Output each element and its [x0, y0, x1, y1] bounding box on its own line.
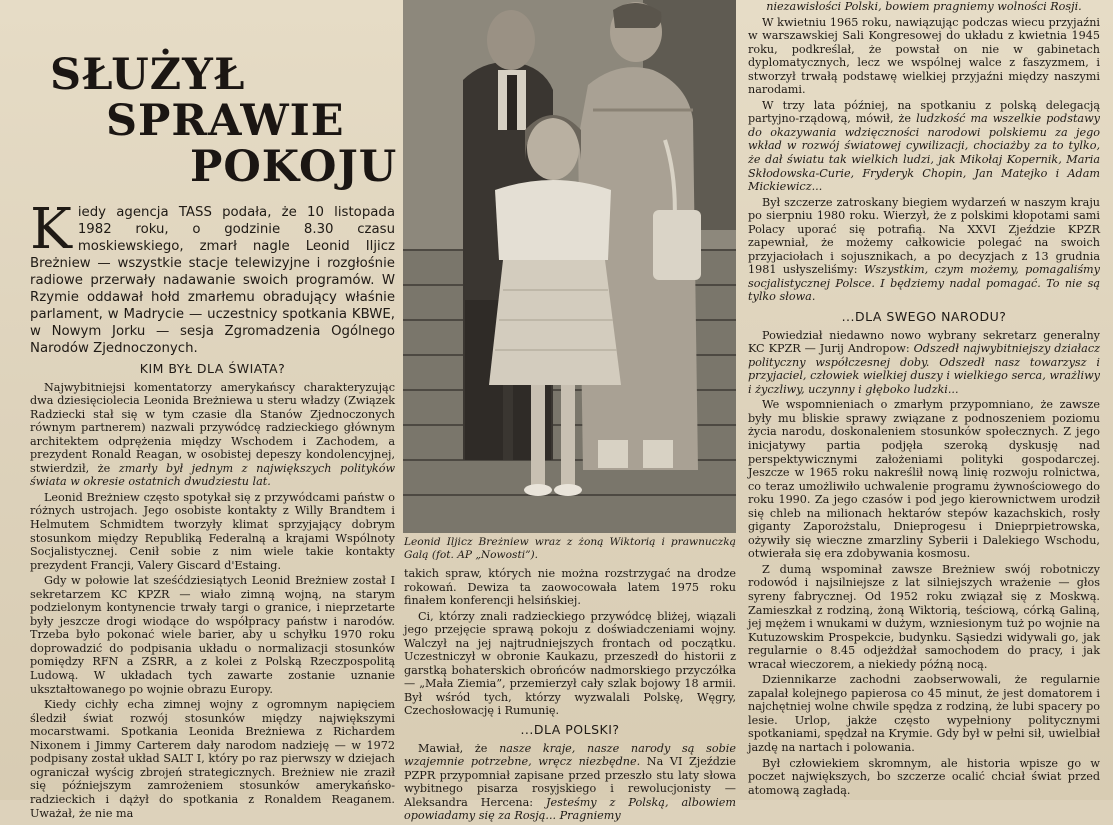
col3-paragraph-1: W kwietniu 1965 roku, nawiązując podczas wiecu przyjaźni w warszawskiej Sali Kongresowej do układu z kwietnia 1945 roku, podkreślał, że powstał on nie w gabinetach dyplomatycznych, lecz we wspólnej walce z faszyzmem, i stworzył trwałą podstawę wielkiej przyjaźni między naszymi narodami. — [748, 15, 1100, 97]
col3-p3-quote: Wszystkim, czym możemy, pomagaliśmy socjalistycznej Polsce. I będziemy nadal pomagać. To nie są tylko słowa. — [748, 263, 1100, 304]
col2-p3-quote-1: nasze kraje, nasze narody są sobie wzajemnie potrzebne, wręcz niezbędne. — [404, 741, 736, 769]
col3-paragraph-8: Był człowiekiem skromnym, ale historia wpisze go w poczet największych, bo szczerze ocalić chciał świat przed atomową zagładą. — [748, 756, 1100, 797]
drop-cap: K — [30, 197, 72, 262]
column-3 — [748, 0, 1100, 799]
col1-paragraph-4: Kiedy cichły echa zimnej wojny z ogromnym napięciem śledził świat rozwój stosunków między największymi mocarstwami. Spotkania Leonida Breżniewa z Richardem Nixonem i Jimmy Carterem dały narodom nadzieję — w 1972 podpisany został układ SALT I, który po raz pierwszy w dziejach ograniczał wyścig zbrojeń strategicznych. Breżniew nie zraził się późniejszym zamrożeniem stosunków amerykańsko-radzieckich i dążył do spotkania z Ronaldem Reaganem. Uważał, że nie ma — [30, 698, 395, 820]
col1-paragraph-3: Gdy w połowie lat sześćdziesiątych Leonid Breżniew został I sekretarzem KC KPZR — wiało zimną wojną, na starym podzielonym kontynencie trwały targi o granice, i nieprzetarte były jeszcze drogi wiodące do współpracy państw i narodów. Trzeba było pokonać wiele barier, aby u schyłku 1970 roku doprowadzić do podpisania układu o normalizacji stosunków pomiędzy RFN a ZSRR, a z kolei z Polską Rzeczpospolitą Ludową. W układach tych zawarte zostanie uznanie ukształtowanego po wojnie obrazu Europy. — [30, 574, 395, 696]
col2-paragraph-1: takich spraw, których nie można rozstrzygać na drodze rokowań. Dewiza ta zaowocowała latem 1975 roku finałem konferencji helsińskiej. — [404, 567, 736, 608]
section-heading-poland: ...DLA POLSKI? — [520, 722, 620, 738]
col3-p4-quote: Odszedł najwybitniejszy działacz polityczny współczesnej doby. Odszedł nasz towarzysz i przyjaciel, człowiek wielkiej duszy i wielkiego serca, wrażliwy i życzliwy, uczynny i głęboko ludzki... — [748, 342, 1101, 396]
col3-paragraph-4 — [748, 329, 1100, 397]
col1-paragraph-2: Leonid Breżniew często spotykał się z przywódcami państw o różnych ustrojach. Jego osobiste kontakty z Willy Brandtem i Helmutem Schmidtem tworzyły klimat sprzyjający dobrym stosunkom między Republiką Federalną a krajami Wspólnoty Socjalistycznej. Cenił sobie z nim wiele takie kontakty prezydent Francji, Valery Giscard d'Estaing. — [30, 490, 395, 572]
col3-p2-text: W trzy lata później, na spotkaniu z polską delegacją partyjno-rządową, mówił, że — [748, 98, 1100, 126]
col3-p2-quote: ludzkość ma wszelkie podstawy do okazywania wdzięczności narodowi polskiemu za jego wkład w rozwój światowej cywilizacji, chociażby za to tylko, że dał światu tak wielkich ludzi, jak Mikołaj Kopernik, Maria Skłodowska-Curie, Fryderyk Chopin, Jan Matejko i Adam Mickiewicz... — [748, 112, 1101, 194]
col3-paragraph-6: Z dumą wspominał zawsze Breżniew swój robotniczy rodowód i najsilniejsze z lat silniejszych wrażenie — głos syreny fabrycznej. Od 1952 roku związał się z Moskwą. Zamieszkał z rodziną, żoną Wiktorią, teściową, córką Galiną, jej mężem i wnukami w dużym, wzniesionym tuż po wojnie na Kutuzowskim Prospekcie, budynku. Sąsiedzi widywali go, jak regularnie o 8.45 odjeżdżał samochodem do pracy, i jak wracał wieczorem, a niekiedy późną nocą. — [748, 562, 1100, 671]
col3-paragraph-3 — [748, 196, 1100, 304]
col3-top-quote — [748, 0, 1100, 14]
col3-paragraph-2 — [748, 99, 1100, 194]
lead-paragraph — [30, 197, 395, 357]
col2-p3-quote-2: Jesteśmy z Polską, albowiem opowiadamy się za Rosją... Pragniemy — [404, 795, 736, 823]
col3-p4-text: Powiedział niedawno nowo wybrany sekretarz generalny KC KPZR — Jurij Andropow: — [748, 328, 1100, 356]
photo-caption: Leonid Iljicz Breżniew wraz z żoną Wiktorią i prawnuczką Galą (fot. AP „Nowosti”). — [404, 536, 736, 561]
col3-paragraph-5: We wspomnieniach o zmarłym przypomniano, że zawsze były mu bliskie sprawy związane z podnoszeniem poziomu życia narodu, doskonaleniem stosunków społecznych. Z jego inicjatywy partia podjęła szeroką dyskusję nad perspektywicznymi założeniami polityki gospodarczej. Jeszcze w 1965 roku nakreślił nową linię rozwoju rolnictwa, co teraz umożliwiło uchwalenie programu żywnościowego do roku 1990. Za jego czasów i pod jego kierownictwem urodził się chleb na milionach hektarów stepów kazachskich, rosły giganty Zaporożstalu, Dnieprogesu i Dnieprpietrowska, ożywiły się wieczne zmarzliny Syberii i Dalekiego Wschodu, otwierała się era zdobywania kosmosu. — [748, 398, 1100, 561]
section-heading-nation: ...DLA SWEGO NARODU? — [841, 309, 1007, 325]
col3-paragraph-7: Dziennikarze zachodni zaobserwowali, że regularnie zapalał kolejnego papierosa co 45 minut, że jest domatorem i najchętniej wolne chwile spędza z rodziną, że lubi spacery po lesie. Urlop, jakże często wypełniony politycznymi spotkaniami, spędzał na Krymie. Gdy był w pełni sił, uwielbiał jazdę na nartach i polowania. — [748, 673, 1100, 754]
col2-paragraph-2: Ci, którzy znali radzieckiego przywódcę bliżej, wiązali jego przejęcie sprawą pokoju z doświadczeniami wojny. Walczył na jej najtrudniejszych frontach od początku. Uczestniczył w obronie Kaukazu, przeszedł do historii z garstką bohaterskich obrońców nadmorskiego przyczółka — „Mała Ziemia”, przemierzył cały szlak bojowy 18 armii. Był wśród tych, którzy wyzwalali Polskę, Węgry, Czechosłowację i Rumunię. — [404, 609, 736, 718]
title-line-1: SŁUŻYŁ — [50, 50, 246, 100]
section-heading-world: KIM BYŁ DLA ŚWIATA? — [139, 361, 286, 376]
lead-text: iedy agencja TASS podała, że 10 listopada 1982 roku, o godzinie 8.30 czasu moskiewskiego, zmarł nagle Leonid Iljicz Breżniew — wszystkie stacje telewizyjne i rozgłośnie radiowe przerwały nadawanie swoich programów. W Rzymie oddawał hołd zmarłemu obradujący właśnie parlament, w Madrycie — uczestnicy spotkania KBWE, w Nowym Jorku — sesja Zgromadzenia Ogólnego Narodów Zjednoczonych. — [30, 205, 395, 356]
col3-top-quote-text: niezawisłości Polski, bowiem pragniemy wolności Rosji. — [766, 0, 1082, 13]
photograph — [403, 0, 736, 533]
col2-p3-text-b: Na VI Zjeździe PZPR przypomniał zapisane przed przeszło stu laty słowa wybitnego pisarza rosyjskiego i rewolucjonisty — Aleksandra Hercena: — [404, 755, 736, 809]
column-1 — [30, 197, 396, 822]
col1-paragraph-1 — [30, 381, 395, 489]
photo-illustration — [403, 0, 736, 533]
title-line-2: SPRAWIE — [106, 96, 345, 146]
col1-p1-quote: zmarły był jednym z największych polityków świata w okresie ostatnich dwudziestu lat. — [30, 461, 396, 489]
column-2 — [404, 567, 736, 825]
col1-p1-text: Najwybitniejsi komentatorzy amerykańscy charakteryzując dwa dziesięciolecia Leonida Breżniewa u steru władzy (Związek Radziecki stał się w tym czasie dla Stanów Zjednoczonych równym partnerem) nazwali przywódcę radzieckiego głównym architektem odprężenia między Wschodem i Zachodem, a prezydent Ronald Reagan, w osobistej depeszy kondolencyjnej, stwierdził, że — [30, 380, 395, 475]
article-title — [50, 50, 398, 192]
col3-p3-text: Był szczerze zatroskany biegiem wydarzeń w naszym kraju po sierpniu 1980 roku. Wierzył, że z polskimi kłopotami sami Polacy uporać się potrafią. Na XXVI Zjeździe KPZR zapewniał, że możemy całkowicie polegać na swoich przyjaciołach i sojusznikach, a po decyzjach z 13 grudnia 1981 usłyszeliśmy: — [748, 195, 1100, 277]
col2-p3-text-a: Mawiał, że — [418, 741, 488, 755]
title-line-3: POKOJU — [190, 142, 398, 192]
col2-paragraph-3 — [404, 742, 736, 823]
